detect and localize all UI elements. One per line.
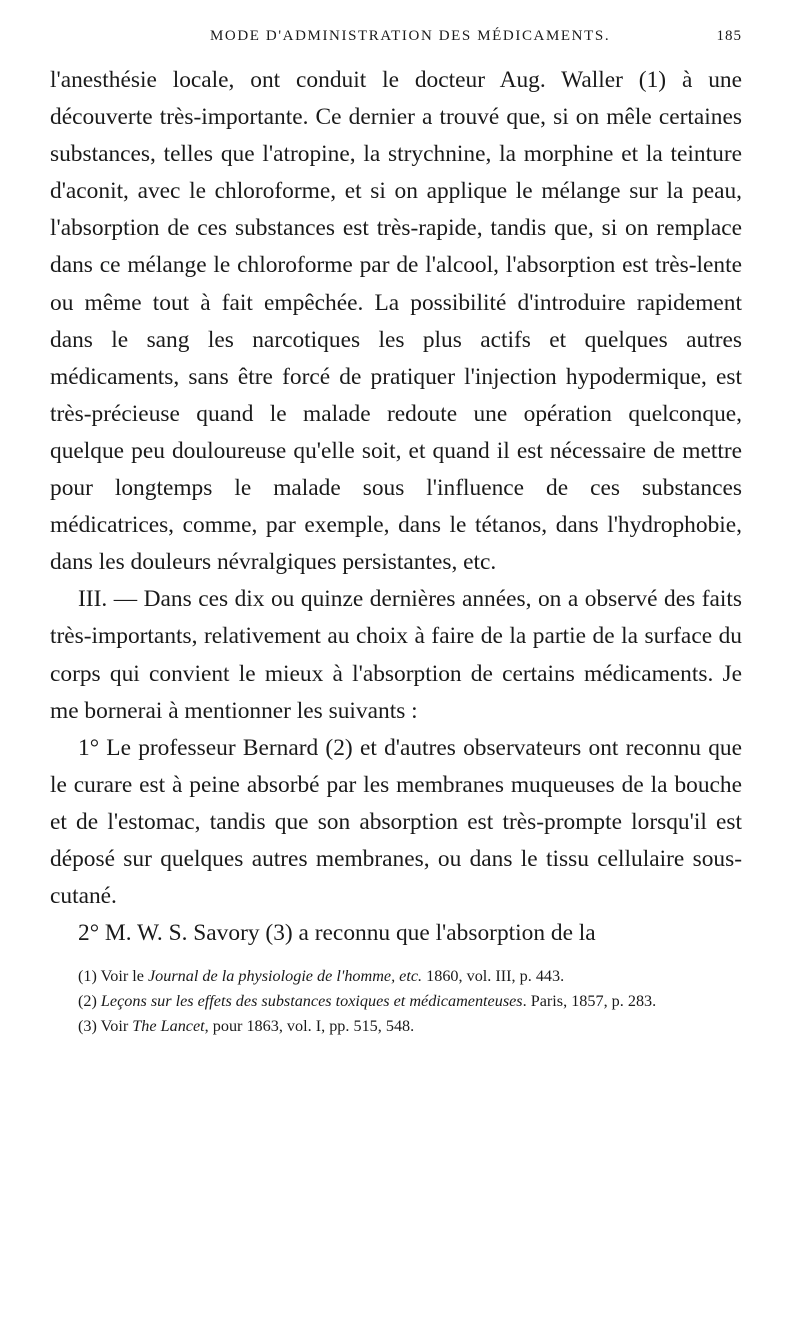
footnotes	[50, 964, 742, 1038]
paragraph-item-1: 1° Le professeur Bernard (2) et d'autres observateurs ont reconnu que le curare est à peine absorbé par les membranes muqueuses de la bouche et de l'estomac, tandis que son absorption est très-prompte lorsqu'il est déposé sur quelques autres membranes, ou dans le tissu cellulaire sous-cutané.	[50, 734, 742, 910]
footnote-ref-title: Journal de la physiologie de l'homme, etc.	[148, 967, 423, 986]
running-head-title: MODE D'ADMINISTRATION DES MÉDICAMENTS.	[210, 28, 611, 44]
page-number: 185	[716, 28, 742, 44]
footnote-ref-title: The Lancet	[132, 1016, 205, 1035]
footnote: (1) Voir le Journal de la physiologie de l'homme, etc. 1860, vol. III, p. 443.	[78, 967, 565, 986]
paragraph-continued: l'anesthésie locale, ont conduit le docteur Aug. Waller (1) à une découverte très-importante. Ce dernier a trouvé que, si on mêle certaines substances, telles que l'atropine, la strychnine, la morphine et la teinture d'aconit, avec le chloroforme, et si on applique le mélange sur la peau, l'absorption de ces substances est très-rapide, tandis que, si on remplace dans ce mélange le chloroforme par de l'alcool, l'absorption est très-lente ou même tout à fait empêchée. La possibilité d'introduire rapidement dans le sang les narcotiques les plus actifs et quelques autres médicaments, sans être forcé de pratiquer l'injection hypodermique, est très-précieuse quand le malade redoute une opération quelconque, quelque peu douloureuse qu'elle soit, et quand il est nécessaire de mettre pour longtemps le malade sous l'influence de ces substances médicatrices, comme, par exemple, dans le tétanos, dans l'hydrophobie, dans les douleurs névralgiques persistantes, etc.	[50, 67, 742, 576]
running-head	[50, 28, 742, 54]
footnote: (2) Leçons sur les effets des substances toxiques et médicamenteuses. Paris, 1857, p. 283.	[78, 992, 657, 1011]
footnote: (3) Voir The Lancet, pour 1863, vol. I, pp. 515, 548.	[78, 1016, 415, 1035]
footnote-ref-title: Leçons sur les effets des substances toxiques et médicamenteuses	[100, 992, 523, 1011]
book-page	[50, 28, 742, 1039]
body-text	[50, 62, 742, 952]
paragraph-item-2: 2° M. W. S. Savory (3) a reconnu que l'absorption de la	[78, 920, 596, 947]
paragraph-section-iii: III. — Dans ces dix ou quinze dernières années, on a observé des faits très-importants, relativement au choix à faire de la partie de la surface du corps qui convient le mieux à l'absorption de certains médicaments. Je me bornerai à mentionner les suivants :	[50, 586, 742, 724]
